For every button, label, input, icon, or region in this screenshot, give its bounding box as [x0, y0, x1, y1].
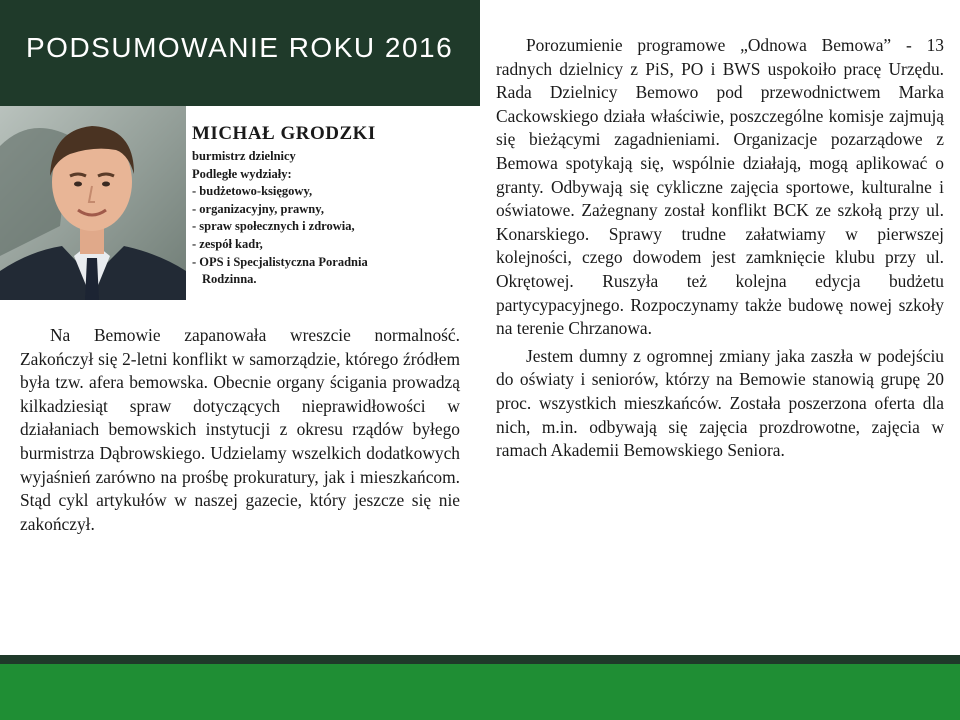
person-name: MICHAŁ GRODZKI: [192, 123, 376, 144]
article-column-left: [20, 324, 460, 536]
department-item: - spraw społecznych i zdrowia,: [192, 219, 355, 234]
page-title: PODSUMOWANIE ROKU 2016: [26, 32, 454, 63]
header-band: [0, 0, 480, 106]
article-paragraph: Na Bemowie zapanowała wreszcie normalność. Zakończył się 2-letni konflikt w samorządzie, którego źródłem była tzw. afera bemowska. Obecnie organy ścigania prowadzą kilkadziesiąt spraw dotyczących nieprawidłowości w działaniach bemowskich instytucji z okresu rządów byłego burmistrza Dąbrowskiego. Udzielamy wszelkich dodatkowych wyjaśnień zarówno na prośbę prokuratury, jak i mieszkańcom. Stąd cykl artykułów w naszej gazecie, który jeszcze się nie zakończył.: [20, 325, 460, 534]
department-item: - zespół kadr,: [192, 236, 263, 251]
article-paragraph: Porozumienie programowe „Odnowa Bemowa” - 13 radnych dzielnicy z PiS, PO i BWS uspokoiło pracę Urzędu. Rada Dzielnicy Bemowo pod przewodnictwem Marka Cackowskiego działa właściwie, poszczególne komisje zajmują się bieżącymi zagadnieniami. Organizacje pozarządowe z Bemowa spotykają się, wspólnie działają, mogą aplikować o granty. Odbywają się cykliczne zajęcia sportowe, kulturalne i oświatowe. Zażegnany został konflikt BCK ze szkołą przy ul. Konarskiego. Sprawy trudne załatwiamy w pierwszej kolejności, czego dowodem jest zamknięcie klubu przy ul. Okrętowej. Ruszyła też kolejna edycja budżetu partycypacyjnego. Rozpoczynamy także budowę nowej szkoły na terenie Chrzanowa.: [496, 35, 944, 339]
portrait-photo: [0, 106, 186, 300]
footer-band-green: [0, 664, 960, 720]
person-role: burmistrz dzielnicy: [192, 149, 296, 163]
department-item-continuation: Rodzinna.: [202, 272, 257, 287]
department-item: - OPS i Specjalistyczna Poradnia: [192, 254, 368, 269]
article-column-right: [496, 34, 944, 463]
footer-stripe-dark: [0, 655, 960, 664]
departments-heading: Podległe wydziały:: [192, 166, 292, 181]
department-item: - budżetowo-księgowy,: [192, 184, 313, 199]
department-item: - organizacyjny, prawny,: [192, 201, 324, 216]
article-paragraph: Jestem dumny z ogromnej zmiany jaka zaszła w podejściu do oświaty i seniorów, którzy na Bemowie stanowią grupę 20 proc. wszystkich mieszkańców. Została poszerzona oferta dla nich, m.in. odbywają się zajęcia prozdrowotne, zajęcia w ramach Akademii Bemowskiego Seniora.: [496, 345, 944, 461]
profile-caption: [192, 122, 477, 289]
